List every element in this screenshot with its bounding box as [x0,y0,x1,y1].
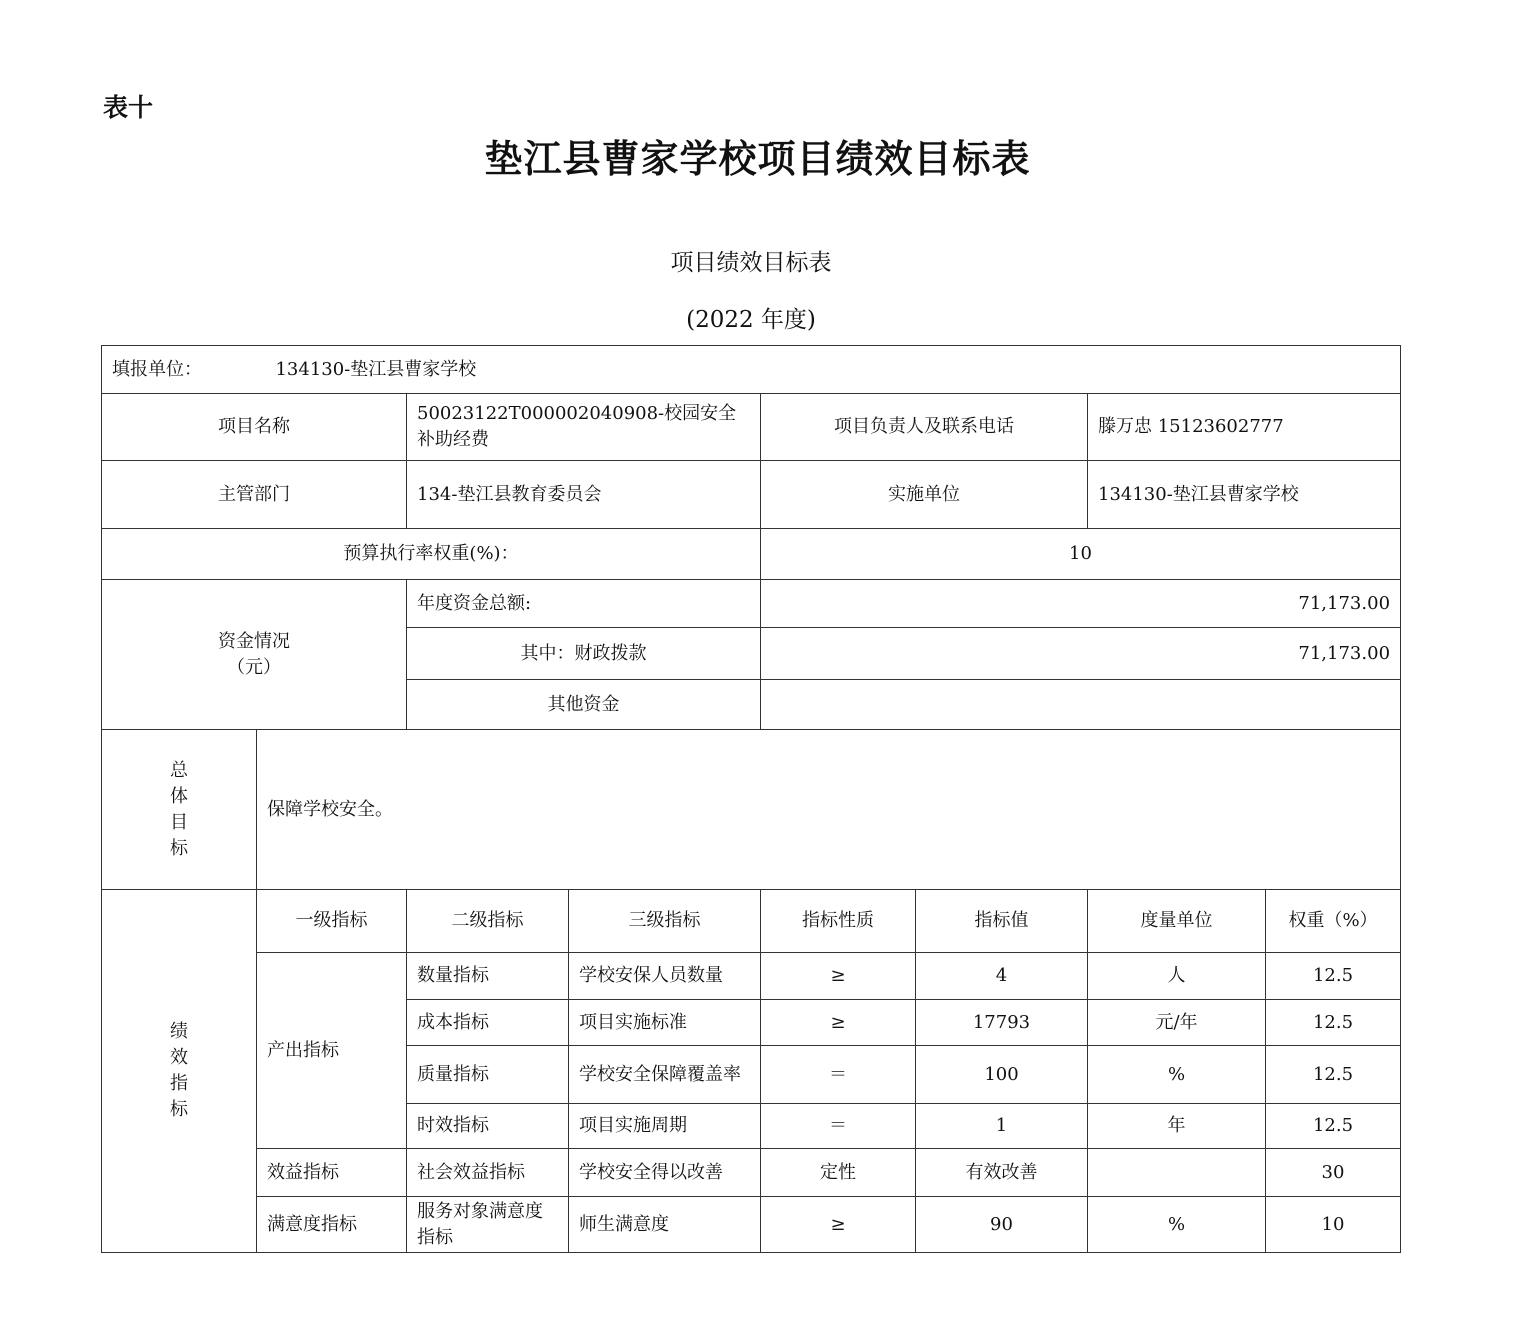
level3-cell: 项目实施周期 [569,1104,761,1149]
unit-measure-cell: 年 [1088,1104,1266,1149]
satisfaction-indicator-label: 满意度指标 [257,1197,407,1253]
goal-label-char: 体 [170,785,188,807]
funds-label-line1: 资金情况 [218,630,290,652]
header-level3: 三级指标 [569,890,761,953]
unit-measure-cell: % [1088,1046,1266,1104]
unit-value: 134130-垫江县曹家学校 [275,358,477,380]
table-row [102,580,1401,628]
unit-cell [102,346,1401,394]
level2-cell: 服务对象满意度指标 [407,1197,569,1253]
table-row [102,461,1401,529]
funds-fiscal-label: 其中：财政拨款 [407,628,761,680]
weight-cell: 30 [1266,1149,1401,1197]
project-name-label: 项目名称 [102,394,407,461]
value-cell: 100 [916,1046,1088,1104]
value-cell: 1 [916,1104,1088,1149]
goal-label [102,730,257,890]
unit-measure-cell [1088,1149,1266,1197]
goal-label-char: 总 [170,759,188,781]
output-indicator-label: 产出指标 [257,953,407,1149]
header-weight: 权重（%） [1266,890,1401,953]
funds-other-value [761,680,1401,730]
nature-cell: ＝ [761,1046,916,1104]
table-row [102,529,1401,580]
level2-cell: 成本指标 [407,1000,569,1046]
contact-label: 项目负责人及联系电话 [761,394,1088,461]
budget-weight-label: 预算执行率权重(%)： [102,529,761,580]
unit-measure-cell: 元/年 [1088,1000,1266,1046]
indicators-section-label [102,890,257,1253]
unit-measure-cell: 人 [1088,953,1266,1000]
weight-cell: 12.5 [1266,953,1401,1000]
table-subtitle: 项目绩效目标表 [670,250,832,276]
table-row [102,1197,1401,1253]
header-level1: 一级指标 [257,890,407,953]
table-row [102,1149,1401,1197]
funds-fiscal-value: 71,173.00 [761,628,1401,680]
table-row [102,394,1401,461]
level3-cell: 学校安保人员数量 [569,953,761,1000]
budget-weight-value: 10 [761,529,1401,580]
performance-table [101,345,1401,1253]
nature-cell: ＝ [761,1104,916,1149]
funds-label [102,580,407,730]
weight-cell: 10 [1266,1197,1401,1253]
section-label-char: 标 [170,1099,188,1120]
level2-cell: 社会效益指标 [407,1149,569,1197]
contact-value: 滕万忠 15123602777 [1088,394,1401,461]
section-label-char: 效 [170,1047,188,1068]
dept-label: 主管部门 [102,461,407,529]
nature-cell: ≥ [761,1197,916,1253]
level2-cell: 数量指标 [407,953,569,1000]
weight-cell: 12.5 [1266,1000,1401,1046]
nature-cell: ≥ [761,953,916,1000]
level3-cell: 学校安全得以改善 [569,1149,761,1197]
section-label-char: 绩 [170,1021,188,1042]
impl-label: 实施单位 [761,461,1088,529]
funds-other-label: 其他资金 [407,680,761,730]
project-name-value: 50023122T000002040908-校园安全补助经费 [407,394,761,461]
level2-cell: 质量指标 [407,1046,569,1104]
dept-value: 134-垫江县教育委员会 [407,461,761,529]
level3-cell: 学校安全保障覆盖率 [569,1046,761,1104]
unit-measure-cell: % [1088,1197,1266,1253]
table-row [102,730,1401,890]
value-cell: 4 [916,953,1088,1000]
nature-cell: 定性 [761,1149,916,1197]
table-row [102,890,1401,953]
benefit-indicator-label: 效益指标 [257,1149,407,1197]
header-unit: 度量单位 [1088,890,1266,953]
funds-label-line2: （元） [227,656,281,678]
impl-value: 134130-垫江县曹家学校 [1088,461,1401,529]
goal-text: 保障学校安全。 [257,730,1401,890]
header-level2: 二级指标 [407,890,569,953]
funds-total-label: 年度资金总额: [407,580,761,628]
header-value: 指标值 [916,890,1088,953]
weight-cell: 12.5 [1266,1104,1401,1149]
value-cell: 90 [916,1197,1088,1253]
weight-cell: 12.5 [1266,1046,1401,1104]
value-cell: 有效改善 [916,1149,1088,1197]
table-row [102,953,1401,1000]
table-number-label: 表十 [103,93,154,122]
unit-label: 填报单位： [112,358,202,380]
goal-label-char: 目 [170,811,188,833]
level3-cell: 师生满意度 [569,1197,761,1253]
table-row [102,346,1401,394]
nature-cell: ≥ [761,1000,916,1046]
level2-cell: 时效指标 [407,1104,569,1149]
value-cell: 17793 [916,1000,1088,1046]
page-title: 垫江县曹家学校项目绩效目标表 [484,136,1031,181]
level3-cell: 项目实施标准 [569,1000,761,1046]
funds-total-value: 71,173.00 [761,580,1401,628]
goal-label-char: 标 [170,837,188,859]
section-label-char: 指 [170,1073,188,1094]
header-nature: 指标性质 [761,890,916,953]
table-year: (2022 年度) [686,307,816,333]
